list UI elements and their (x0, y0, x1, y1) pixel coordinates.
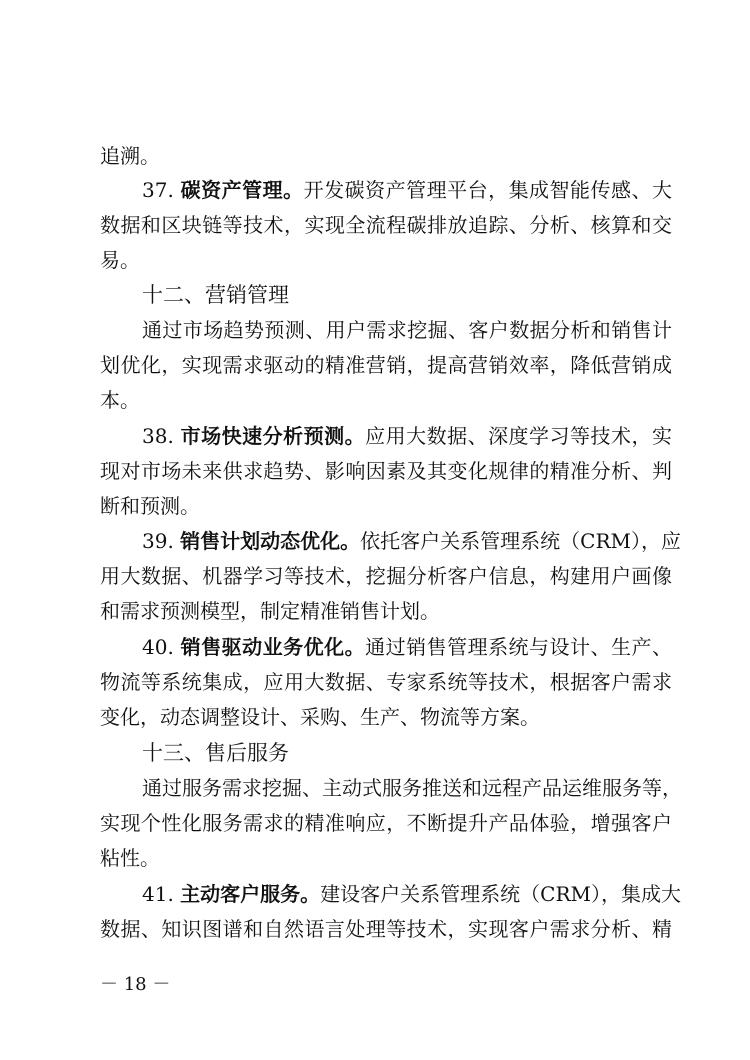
item-title: 主动客户服务。 (180, 882, 321, 906)
text-span: 开发碳资产管理平台，集成智能传感、大 (303, 178, 673, 202)
item-title: 碳资产管理。 (180, 178, 304, 202)
text-line (100, 697, 672, 737)
text-line (142, 310, 672, 350)
item-number: 40. (142, 635, 181, 659)
text-span: 粘性。 (100, 846, 160, 870)
text-span: 本。 (100, 388, 140, 412)
text-span: 建设客户关系管理系统（CRM），集成大 (320, 882, 682, 906)
text-span: 划优化，实现需求驱动的精准营销，提高营销效率，降低营销成 (100, 353, 672, 377)
text-line (100, 345, 672, 385)
text-span: 通过市场趋势预测、用户需求挖掘、客户数据分析和销售计 (142, 318, 672, 342)
item-title: 市场快速分析预测。 (180, 424, 366, 448)
text-span: 实现个性化服务需求的精准响应，不断提升产品体验，增强客户 (100, 811, 672, 835)
page-number: － 18 － (100, 974, 171, 995)
text-span: 用大数据、机器学习等技术，挖掘分析客户信息，构建用户画像 (100, 564, 672, 588)
item-40-line (142, 627, 672, 667)
text-span: 现对市场未来供求趋势、影响因素及其变化规律的精准分析、判 (100, 459, 672, 483)
item-number: 38. (142, 424, 181, 448)
item-38-line (142, 416, 672, 456)
text-line (100, 380, 672, 420)
text-line (100, 591, 672, 631)
item-39-line (142, 521, 682, 561)
item-title: 销售计划动态优化。 (180, 529, 361, 553)
text-span: 数据和区块链等技术，实现全流程碳排放追踪、分析、核算和交 (100, 213, 672, 237)
text-span: 断和预测。 (100, 494, 200, 518)
text-line (100, 909, 672, 949)
item-number: 41. (142, 882, 181, 906)
text-span: 物流等系统集成，应用大数据、专家系统等技术，根据客户需求 (100, 670, 672, 694)
text-span: 易。 (100, 248, 140, 272)
text-line (100, 662, 672, 702)
text-line (100, 556, 672, 596)
item-number: 39. (142, 529, 181, 553)
item-number: 37. (142, 178, 181, 202)
item-title: 销售驱动业务优化。 (180, 635, 366, 659)
text-span: 数据、知识图谱和自然语言处理等技术，实现客户需求分析、精 (100, 917, 672, 941)
text-line (142, 768, 682, 808)
text-line (100, 486, 672, 526)
item-41-line (142, 874, 682, 914)
text-line (100, 451, 672, 491)
text-line (100, 803, 672, 843)
text-span: 依托客户关系管理系统（CRM），应 (360, 529, 682, 553)
text-span: 通过服务需求挖掘、主动式服务推送和远程产品运维服务等， (142, 776, 682, 800)
text-span: 和需求预测模型，制定精准销售计划。 (100, 599, 440, 623)
text-span: 通过销售管理系统与设计、生产、 (365, 635, 673, 659)
section-heading-12: 十二、营销管理 (142, 283, 289, 307)
text-line (100, 838, 672, 878)
text-line (100, 205, 672, 245)
text-span: 应用大数据、深度学习等技术，实 (365, 424, 673, 448)
item-37-line (142, 170, 672, 210)
text-span: 变化，动态调整设计、采购、生产、物流等方案。 (100, 705, 540, 729)
text-span: 追溯。 (100, 144, 160, 168)
text-line (100, 240, 672, 280)
section-heading-13: 十三、售后服务 (142, 741, 289, 765)
